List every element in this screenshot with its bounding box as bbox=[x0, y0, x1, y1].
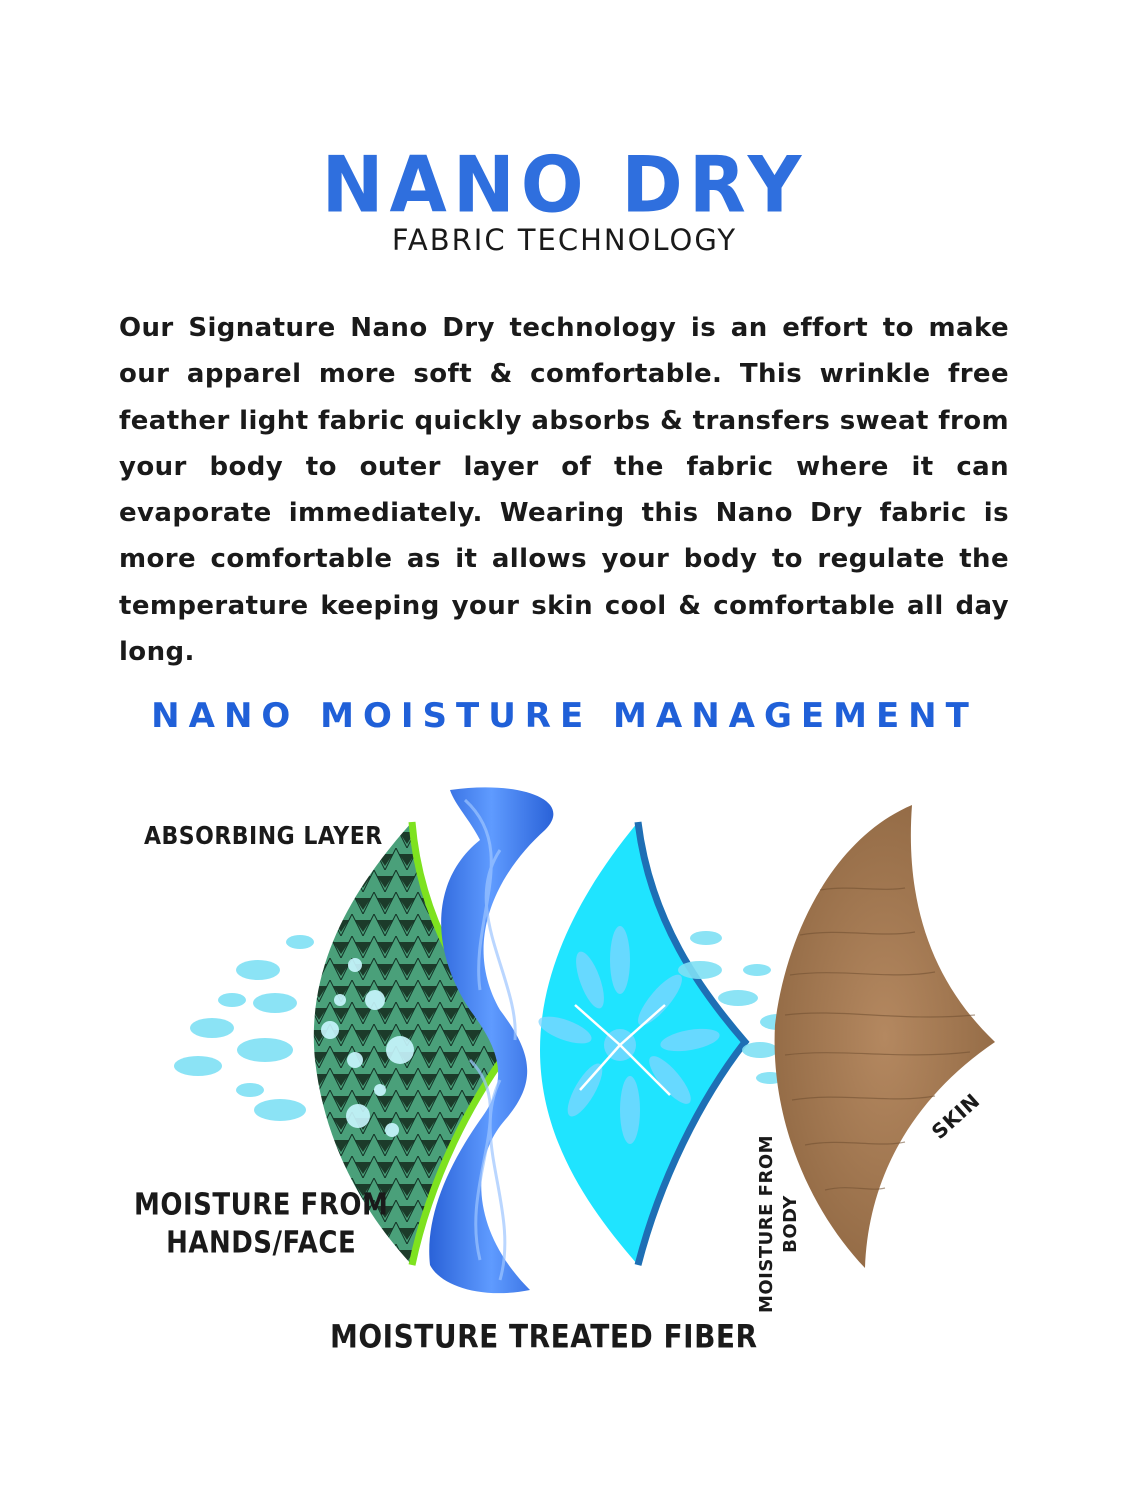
label-fiber: MOISTURE TREATED FIBER bbox=[330, 1317, 758, 1356]
droplets-left bbox=[174, 935, 314, 1121]
label-moisture-hands bbox=[134, 1187, 388, 1263]
label-moisture-body-line1: MOISTURE FROM bbox=[756, 1134, 778, 1314]
skin-layer bbox=[775, 805, 995, 1268]
label-absorbing-layer: ABSORBING LAYER bbox=[144, 822, 383, 851]
wicking-layer bbox=[540, 822, 745, 1265]
label-moisture-body bbox=[755, 1135, 803, 1313]
description-paragraph: Our Signature Nano Dry technology is an effort to make our apparel more soft & comfortable. This wrinkle free feather light fabric quickly absorbs & transfers sweat from your body to outer layer of the fabric where it can evaporate immediately. Wearing this Nano Dry fabric is more comfortable as it allows your body to regulate the temperature keeping your skin cool & comfortable all day long. bbox=[119, 313, 1009, 668]
page-subtitle: FABRIC TECHNOLOGY bbox=[391, 223, 738, 257]
label-moisture-hands-line1: MOISTURE FROM bbox=[134, 1188, 389, 1223]
label-moisture-body-line2: BODY bbox=[780, 1195, 802, 1253]
section-title: NANO MOISTURE MANAGEMENT bbox=[151, 696, 978, 736]
label-moisture-hands-line2: HANDS/FACE bbox=[166, 1226, 357, 1261]
label-skin: SKIN bbox=[926, 1088, 985, 1144]
page-title: NANO DRY bbox=[321, 139, 808, 231]
